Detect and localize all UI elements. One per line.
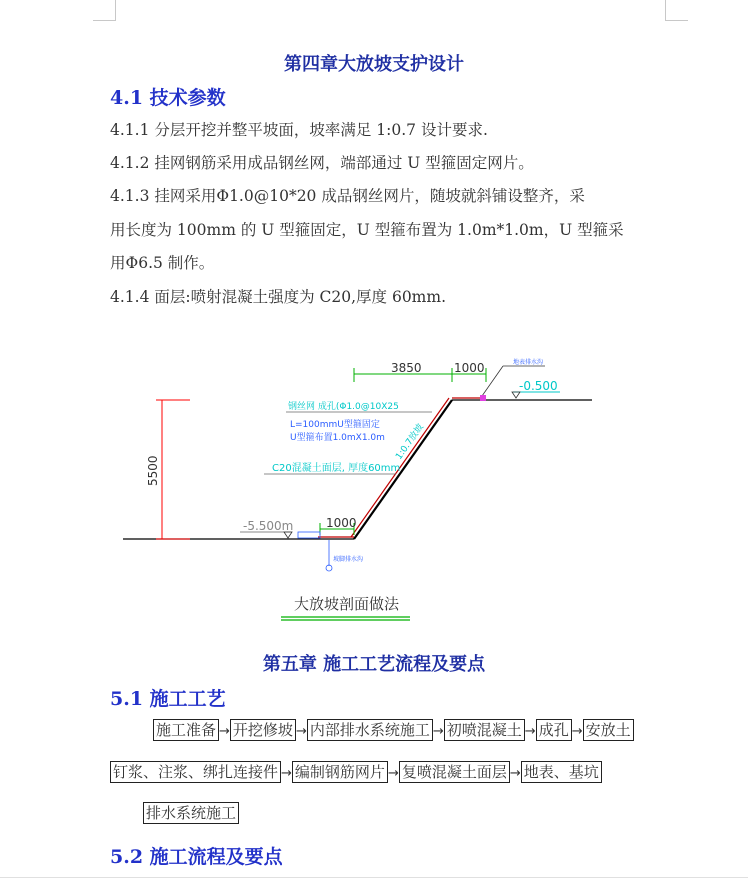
top-note-leader	[482, 366, 503, 396]
top-dim-label-left: 3850	[391, 361, 422, 375]
top-drain-marker	[480, 395, 486, 401]
paragraph-4-1-2: 4.1.2 挂网钢筋采用成品钢丝网，端部通过 U 型箍固定网片。	[110, 154, 534, 172]
height-dim-label: 5500	[146, 455, 160, 486]
top-note-label: 地表排水沟	[513, 359, 544, 366]
flow-step-place-nail: 安放土	[583, 719, 634, 741]
bottom-elevation-label: -5.500m	[243, 519, 294, 533]
flow-step-excavate: 开挖修坡	[230, 719, 296, 741]
bottom-dim-label: 1000	[326, 516, 357, 530]
chapter-4-title: 第四章大放坡支护设计	[284, 54, 464, 75]
diagram-caption: 大放坡剖面做法	[294, 595, 400, 613]
paragraph-4-1-3-line1: 4.1.3 挂网采用Φ1.0@10*20 成品钢丝网片，随坡就斜铺设整齐，采	[110, 187, 585, 205]
ubar-label-2: U型箍布置1.0mX1.0m	[290, 433, 385, 443]
arrow-right-icon: →	[509, 766, 521, 781]
section-5-1-title: 5.1 施工工艺	[110, 688, 226, 710]
flow-step-mesh: 编制钢筋网片	[292, 761, 388, 783]
flow-step-internal-drainage: 内部排水系统施工	[307, 719, 433, 741]
section-5-2-title: 5.2 施工流程及要点	[110, 846, 283, 868]
chapter-5-title: 第五章 施工工艺流程及要点	[262, 654, 486, 675]
bottom-drain-marker	[298, 532, 320, 538]
arrow-right-icon: →	[295, 724, 307, 739]
arrow-right-icon: →	[571, 724, 583, 739]
flow-row-2	[110, 761, 602, 783]
flow-row-3	[143, 802, 239, 824]
arrow-right-icon: →	[524, 724, 536, 739]
top-dim-label-right: 1000	[454, 361, 485, 375]
ubar-label-1: L=100mmU型箍固定	[290, 420, 380, 430]
section-4-1-title: 4.1 技术参数	[110, 87, 226, 109]
flow-step-initial-shotcrete: 初喷混凝土	[444, 719, 525, 741]
slope-section-diagram	[0, 340, 748, 630]
arrow-right-icon: →	[432, 724, 444, 739]
flow-row-1	[153, 719, 634, 741]
page-bottom-divider	[0, 877, 748, 878]
flow-step-final-shotcrete: 复喷混凝土面层	[399, 761, 510, 783]
top-elevation-label: -0.500	[519, 379, 558, 393]
flow-step-surface-pit: 地表、基坑	[521, 761, 602, 783]
c20-label: C20混凝土面层, 厚度60mm	[272, 463, 401, 474]
page-corner-mark-top-right	[665, 0, 688, 21]
paragraph-4-1-3-line2: 用长度为 100mm 的 U 型箍固定，U 型箍布置为 1.0m*1.0m，U 型箍采	[110, 221, 624, 239]
flow-step-drill: 成孔	[536, 719, 572, 741]
arrow-right-icon: →	[387, 766, 399, 781]
slope-ratio-label: 1:0.7放坡	[394, 422, 427, 462]
page-corner-mark-top-left	[93, 0, 116, 21]
paragraph-4-1-1: 4.1.1 分层开挖并整平坡面，坡率满足 1:0.7 设计要求.	[110, 121, 488, 139]
arrow-right-icon: →	[281, 766, 292, 781]
flow-step-drainage-system: 排水系统施工	[143, 802, 239, 824]
paragraph-4-1-4: 4.1.4 面层:喷射混凝土强度为 C20,厚度 60mm.	[110, 288, 446, 306]
mesh-label: 钢丝网 成孔(Φ1.0@10X25	[288, 402, 399, 412]
paragraph-4-1-3-line3: 用Φ6.5 制作。	[110, 254, 215, 272]
flow-step-prepare: 施工准备	[153, 719, 219, 741]
arrow-right-icon: →	[219, 724, 230, 739]
bottom-note-label: 坡脚排水沟	[333, 556, 364, 563]
flow-step-grouting: 钉浆、注浆、绑扎连接件	[110, 761, 281, 783]
